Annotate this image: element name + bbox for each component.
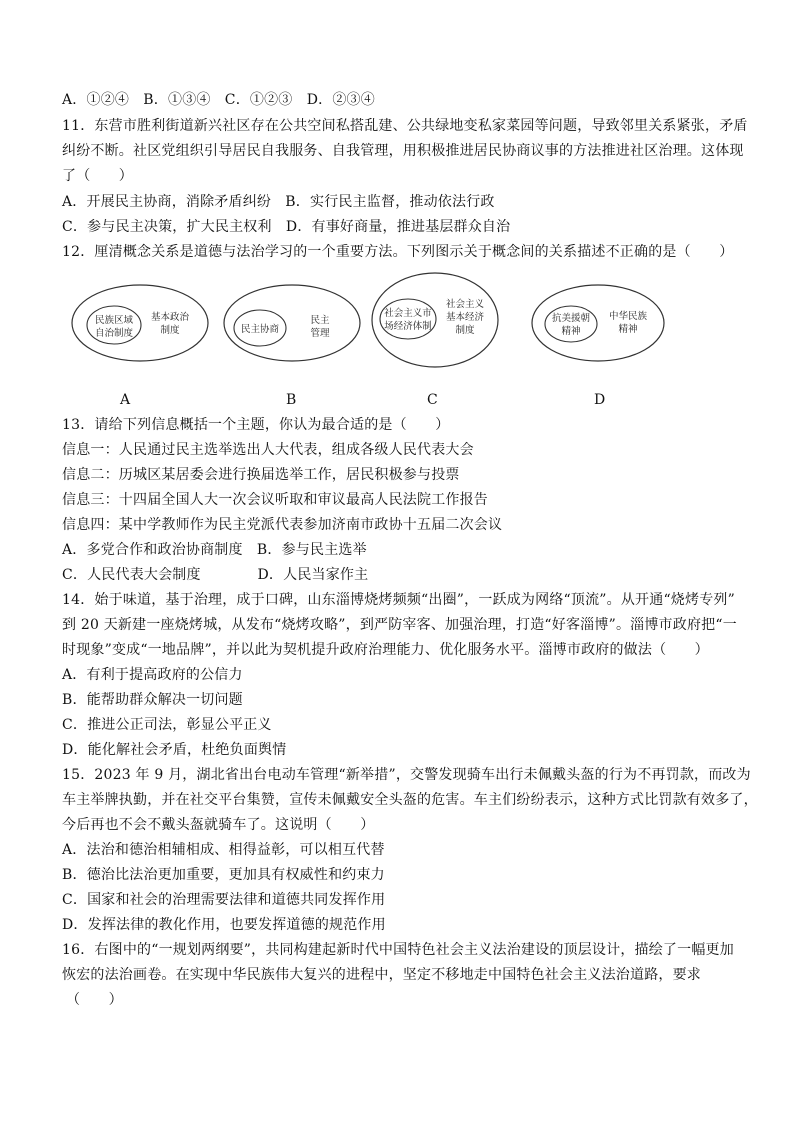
- q11-options-line-1: A．开展民主协商，消除矛盾纠纷 B．实行民主监督，推动依法行政: [62, 194, 495, 210]
- q14-option-c: C．推进公正司法，彰显公平正义: [62, 717, 272, 733]
- q14-option-d: D．能化解社会矛盾，杜绝负面舆情: [62, 742, 287, 758]
- q12-stem: 12．厘清概念关系是道德与法治学习的一个重要方法。下列图示关于概念间的关系描述不正确的是（ ）: [62, 244, 734, 260]
- q15-option-b: B．德治比法治更加重要，更加具有权威性和约束力: [62, 867, 385, 883]
- q12-diagram-a-caption: A: [120, 392, 131, 408]
- q11-options-line-2: C．参与民主决策，扩大民主权利 D．有事好商量，推进基层群众自治: [62, 219, 511, 235]
- q15-stem-line-3: 今后再也不会不戴头盔就骑车了。这说明（ ）: [62, 817, 375, 833]
- inner-label-1: 抗美援朝: [551, 313, 591, 324]
- q15-option-d: D．发挥法律的教化作用，也要发挥道德的规范作用: [62, 917, 386, 933]
- q12-diagram-a: [70, 283, 210, 363]
- q12-diagram-c: [370, 271, 500, 369]
- q14-stem-line-1: 14．始于味道，基于治理，成于口碑，山东淄博烧烤频频“出圈”，一跃成为网络“顶流”。从开通“烧烤专列”: [62, 592, 735, 608]
- q13-info-2: 信息二：历城区某居委会进行换届选举工作，居民积极参与投票: [62, 467, 460, 483]
- q14-option-a: A．有利于提高政府的公信力: [62, 667, 243, 683]
- inner-label-1: 民族区域: [94, 315, 134, 326]
- q14-stem-line-3: 时现象”变成“一地品牌”，并以此为契机提升政府治理能力、优化服务水平。淄博市政府的做法（ ）: [62, 642, 709, 658]
- outer-ellipse: [72, 285, 208, 361]
- q14-option-b: B．能帮助群众解决一切问题: [62, 692, 243, 708]
- outer-label-1: 基本政治: [150, 312, 190, 323]
- q10-options: A．①②④ B．①③④ C．①②③ D．②③④: [62, 92, 375, 108]
- q12-diagram-d-caption: D: [594, 392, 606, 408]
- inner-ellipse: [380, 299, 436, 339]
- outer-label-1: 中华民族: [608, 311, 648, 322]
- q12-diagram-c-caption: C: [427, 392, 438, 408]
- inner-label-2: 自治制度: [94, 328, 134, 339]
- outer-label-3: 制度: [455, 325, 475, 336]
- q13-info-4: 信息四：某中学教师作为民主党派代表参加济南市政协十五届二次会议: [62, 517, 503, 533]
- q11-stem-line-1: 11．东营市胜利街道新兴社区存在公共空间私搭乱建、公共绿地变私家菜园等问题，导致邻里关系紧张，矛盾: [62, 118, 748, 134]
- inner-label-1: 民主协商: [240, 324, 280, 335]
- q13-info-1: 信息一：人民通过民主选举选出人大代表，组成各级人民代表大会: [62, 442, 474, 458]
- q13-options-line-1: A．多党合作和政治协商制度 B．参与民主选举: [62, 542, 367, 558]
- q15-stem-line-1: 15．2023 年 9 月，湖北省出台电动车管理“新举措”，交警发现骑车出行未佩戴头盔的行为不再罚款，而改为: [62, 767, 751, 783]
- q16-stem-line-3: （ ）: [66, 992, 123, 1008]
- q16-stem-line-2: 恢宏的法治画卷。在实现中华民族伟大复兴的进程中，坚定不移地走中国特色社会主义法治道路，要求: [62, 967, 701, 983]
- q11-stem-line-3: 了（ ）: [62, 168, 133, 184]
- q13-options-line-2: C．人民代表大会制度 D．人民当家作主: [62, 567, 369, 583]
- inner-label-2: 精神: [561, 326, 581, 337]
- outer-label-2: 管理: [310, 328, 330, 339]
- outer-label-2: 制度: [160, 325, 180, 336]
- outer-label-1: 社会主义: [445, 299, 485, 310]
- outer-label-2: 精神: [618, 324, 638, 335]
- q15-option-c: C．国家和社会的治理需要法律和道德共同发挥作用: [62, 892, 386, 908]
- q12-diagram-b: [222, 283, 362, 363]
- outer-label-1: 民主: [310, 315, 330, 326]
- q15-stem-line-2: 车主举牌执勤，并在社交平台集赞，宣传未佩戴安全头盔的危害。车主们纷纷表示，这种方式比罚款有效多了，: [62, 792, 758, 808]
- q15-option-a: A．法治和德治相辅相成、相得益彰，可以相互代替: [62, 842, 385, 858]
- q14-stem-line-2: 到 20 天新建一座烧烤城，从发布“烧烤攻略”，到严防宰客、加强治理，打造“好客淄博”。淄博市政府把“一: [62, 617, 737, 633]
- inner-label-1: 社会主义市: [384, 308, 432, 319]
- outer-label-2: 基本经济: [445, 312, 485, 323]
- inner-label-2: 场经济体制: [384, 321, 432, 332]
- q16-stem-line-1: 16．右图中的“一规划两纲要”，共同构建起新时代中国特色社会主义法治建设的顶层设计，描绘了一幅更加: [62, 942, 734, 958]
- q13-info-3: 信息三：十四届全国人大一次会议听取和审议最高人民法院工作报告: [62, 492, 488, 508]
- q11-stem-line-2: 纠纷不断。社区党组织引导居民自我服务、自我管理，用积极推进居民协商议事的方法推进社区治理。这体现: [62, 143, 744, 159]
- q13-stem: 13．请给下列信息概括一个主题，你认为最合适的是（ ）: [62, 417, 450, 433]
- q12-diagram-b-caption: B: [286, 392, 297, 408]
- outer-ellipse: [224, 285, 360, 361]
- q12-diagram-d: [530, 283, 666, 363]
